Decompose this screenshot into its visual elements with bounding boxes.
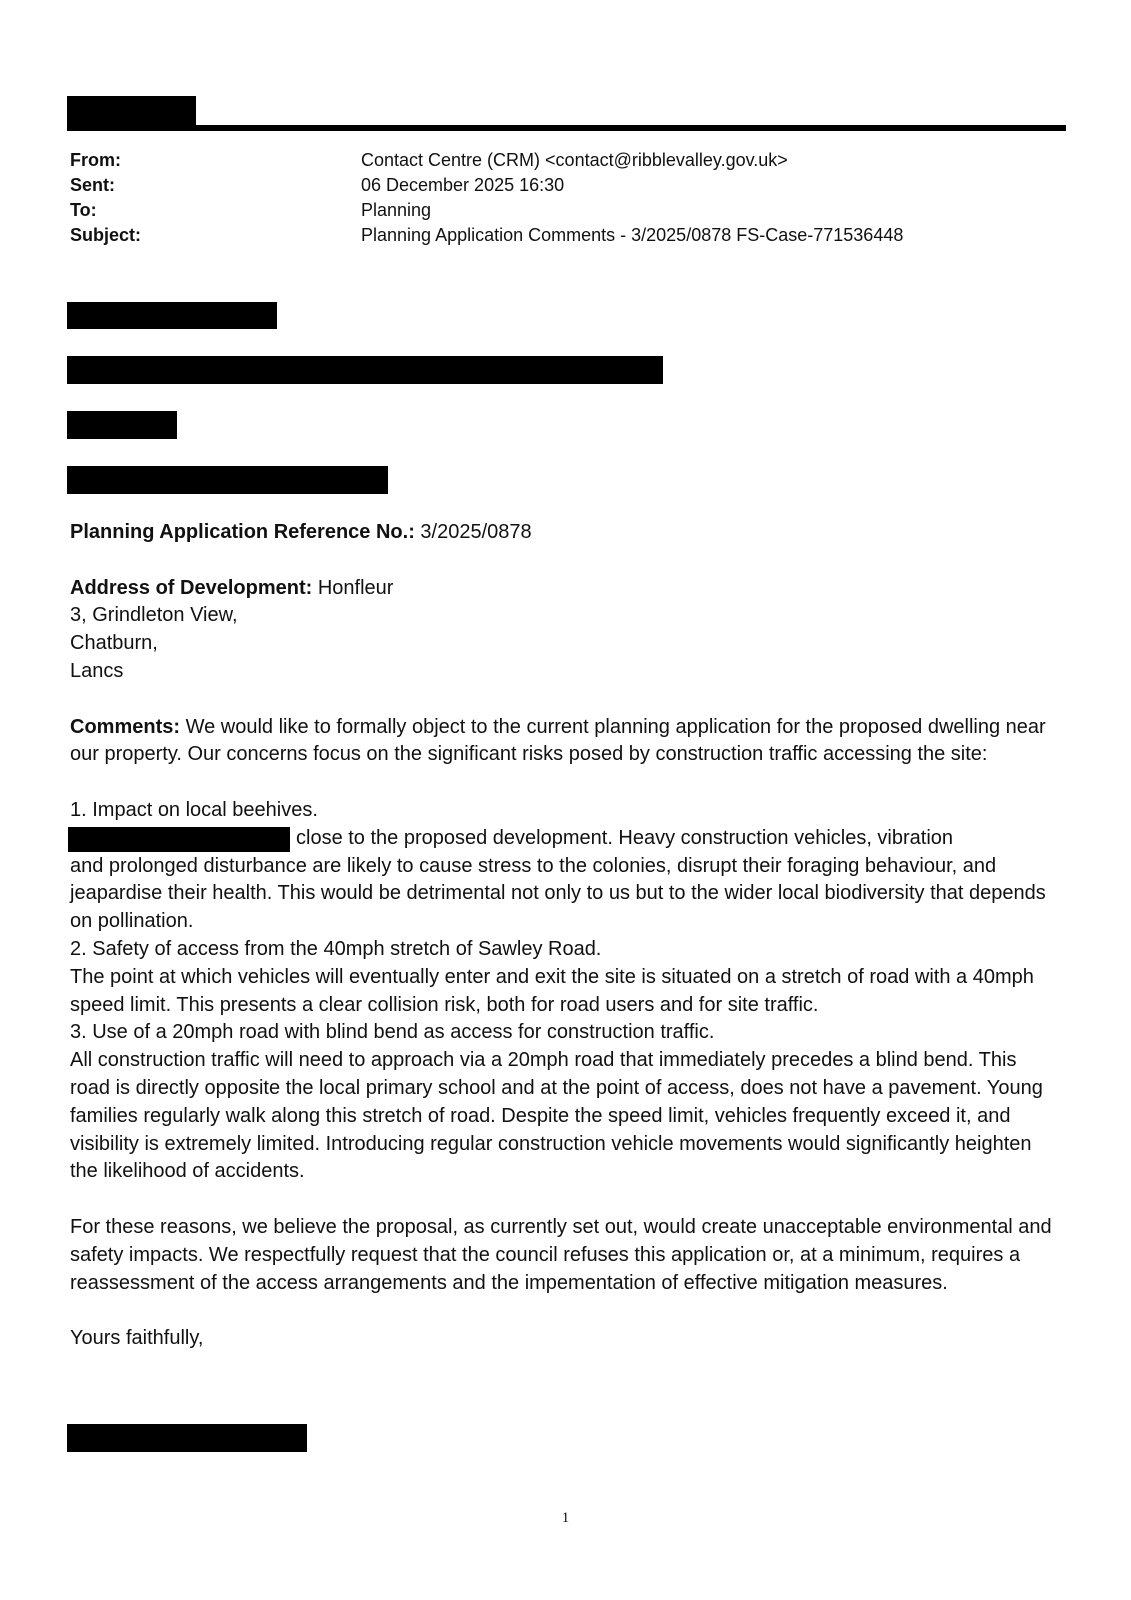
- point-1-text: [70, 825, 1060, 936]
- address-line-3: Chatburn,: [70, 632, 158, 655]
- address-line-4: Lancs: [70, 659, 124, 682]
- sent-row: [70, 173, 1050, 198]
- reference-line: [70, 519, 1060, 547]
- from-value: Contact Centre (CRM) <contact@ribblevalley.gov.uk>: [361, 150, 788, 170]
- inline-redaction: [68, 827, 290, 852]
- reference-label: Planning Application Reference No.:: [70, 521, 415, 543]
- point-1-title: 1. Impact on local beehives.: [70, 798, 318, 821]
- sender-name-redaction: [67, 96, 196, 127]
- address-line-1: [70, 575, 1060, 603]
- sent-value: 06 December 2025 16:30: [361, 175, 565, 195]
- address-line-2: 3, Grindleton View,: [70, 604, 238, 627]
- subject-row: [70, 223, 1050, 248]
- reference-value: 3/2025/0878: [414, 521, 532, 543]
- point-1-text-start: close to the proposed development. Heavy construction vehicles, vibration: [296, 826, 954, 849]
- signoff: Yours faithfully,: [70, 1327, 204, 1350]
- from-row: [70, 148, 1050, 173]
- address-label: Address of Development:: [70, 576, 313, 599]
- address-value-1: Honfleur: [312, 576, 394, 599]
- comments-label: Comments:: [70, 715, 181, 738]
- redaction-block-4: [67, 466, 388, 494]
- to-label: To:: [70, 200, 97, 220]
- signature-redaction: [67, 1424, 307, 1452]
- subject-value: Planning Application Comments - 3/2025/0878 FS-Case-771536448: [361, 225, 904, 245]
- comments-intro-text: We would like to formally object to the current planning application for the proposed dwelling near our property. Our concerns focus on the significant risks posed by construction traffic accessing the site:: [70, 715, 1046, 766]
- point-2-text: The point at which vehicles will eventually enter and exit the site is situated on a stretch of road with a 40mph speed limit. This presents a clear collision risk, both for road users and for site traffic.: [70, 965, 1034, 1016]
- comments-intro: [70, 714, 1060, 770]
- from-label: From:: [70, 150, 121, 170]
- point-1-text-rest: and prolonged disturbance are likely to cause stress to the colonies, disrupt their foraging behaviour, and jeapardise their health. This would be detrimental not only to us but to the wider local biodiversity that depends on pollination.: [70, 854, 1046, 933]
- to-value: Planning: [361, 200, 432, 220]
- application-details: [70, 519, 1060, 1353]
- point-3-title: 3. Use of a 20mph road with blind bend as access for construction traffic.: [70, 1021, 715, 1044]
- point-2-title: 2. Safety of access from the 40mph stretch of Sawley Road.: [70, 937, 602, 960]
- conclusion-text: For these reasons, we believe the proposal, as currently set out, would create unacceptable environmental and safety impacts. We respectfully request that the council refuses this application or, at a minimum, requires a reassessment of the access arrangements and the impementation of effective mitigation measures.: [70, 1215, 1052, 1294]
- header-rule: [67, 125, 1066, 131]
- subject-label: Subject:: [70, 225, 142, 245]
- redaction-block-2: [67, 356, 663, 384]
- redaction-block-1: [67, 302, 277, 329]
- redaction-block-3: [67, 411, 177, 439]
- to-row: [70, 198, 1050, 223]
- page-number: 1: [561, 1510, 570, 1526]
- sent-label: Sent:: [70, 175, 115, 195]
- point-3-text: All construction traffic will need to approach via a 20mph road that immediately precedes a blind bend. This road is directly opposite the local primary school and at the point of access, does not have a pavement. Young families regularly walk along this stretch of road. Despite the speed limit, vehicles frequently exceed it, and visibility is extremely limited. Introducing regular construction vehicle movements would significantly heighten the likelihood of accidents.: [70, 1049, 1043, 1183]
